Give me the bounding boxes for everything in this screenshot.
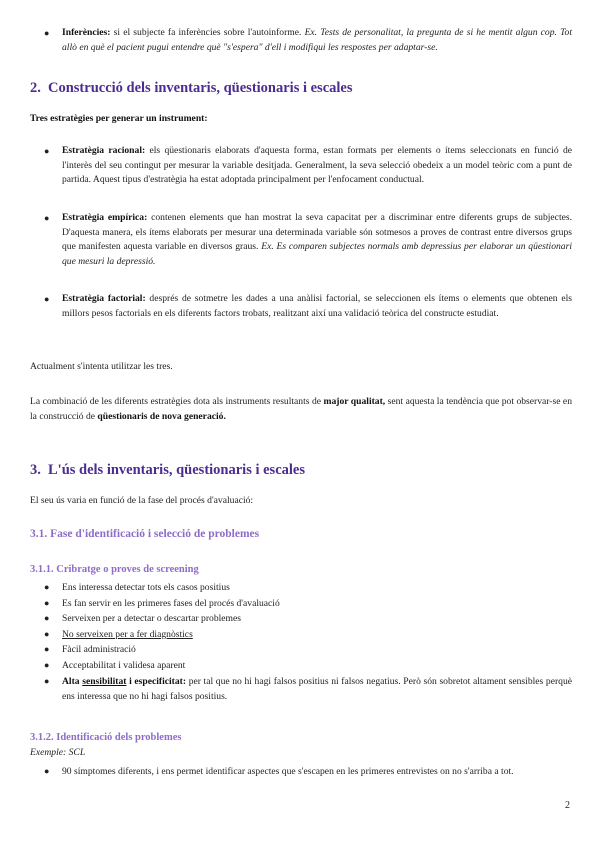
strategy-label: Estratègia empírica: xyxy=(62,212,148,223)
para-bold: qüestionaris de nova generació. xyxy=(97,410,226,422)
strategy-text: contenen elements que han mostrat la seva capacitat per a discriminar entre diferents grups de subjectes. D'aquesta manera, els ítems elaborats per mesurar una determinada variable són sotmesos a proves de contrast entre diversos grups que manifesten aquesta variable en diversos graus. xyxy=(62,212,573,253)
list-item xyxy=(44,674,572,705)
bullet-dot: ● xyxy=(44,294,50,304)
list-item-bold: sensibilitat xyxy=(82,675,127,687)
strategy-text: els qüestionaris elaborats d'aquesta forma, estan formats per elements o ítems seleccionats en funció de l'interès del seu contingut per mesurar la variable desitjada. Generalment, la seva selecció obedeix a un model teòric com a punt de partida. Aquest tipus d'estratègia ha estat adoptada principalment per l'enfocament conductual. xyxy=(62,145,573,186)
list-item-text: Serveixen per a detectar o descartar problemes xyxy=(62,613,241,625)
list-item-text: 90 símptomes diferents, i ens permet identificar aspectes que s'escapen en les primeres entrevistes on no s'arriba a tot. xyxy=(62,766,514,777)
identification-list xyxy=(44,764,572,780)
list-item xyxy=(44,580,572,596)
list-item xyxy=(44,627,572,643)
para-text: La combinació de les diferents estratègies dota als instruments resultants de xyxy=(30,396,324,407)
paragraph-combinacio xyxy=(30,395,572,424)
list-item-text: Es fan servir en les primeres fases del procés d'avaluació xyxy=(62,597,280,609)
bullet-inferencies xyxy=(44,26,572,55)
list-item xyxy=(44,611,572,627)
list-item-text: No serveixen per a fer diagnòstics xyxy=(62,628,193,640)
bullet-dot: ● xyxy=(44,613,50,624)
strategy-label: Estratègia racional: xyxy=(62,145,146,156)
subsection-3-1-heading: 3.1. Fase d'identificació i selecció de problemes xyxy=(30,528,260,540)
list-item-text: per tal que no hi hagi falsos positius ni falsos negatius. Però són sobretot altament sensibles perquè ens interessa que no hi hagi falsos positius. xyxy=(62,675,572,703)
list-item xyxy=(44,642,572,658)
bullet-text: si el subjecte fa inferències sobre l'autoinforme. xyxy=(110,27,305,38)
strategy-text: després de sotmetre les dades a una anàlisi factorial, se seleccionen els ítems o elements que obtenen els millors pesos factorials en els diferents factors trobats, realitzant així una validació teòrica del constructe estudiat. xyxy=(62,293,572,319)
bullet-dot: ● xyxy=(44,597,50,608)
bullet-dot: ● xyxy=(44,659,50,670)
strategy-empirica xyxy=(44,211,573,269)
list-item-text: Acceptabilitat i validesa aparent xyxy=(62,659,186,671)
section-2-heading xyxy=(30,80,353,97)
list-item xyxy=(44,596,572,612)
bullet-dot: ● xyxy=(44,146,50,156)
bullet-label: Inferències: xyxy=(62,27,111,38)
list-item xyxy=(44,764,572,780)
section-3-heading xyxy=(30,462,305,479)
example-scl xyxy=(30,746,572,761)
bullet-dot: ● xyxy=(44,582,50,592)
bullet-dot: ● xyxy=(44,644,50,655)
section-3-title: L'ús dels inventaris, qüestionaris i escales xyxy=(48,462,305,478)
subsection-3-1-2-heading: 3.1.2. Identificació dels problemes xyxy=(30,732,182,743)
list-item-bold: i especificitat: xyxy=(126,675,187,687)
strategy-example: Ex. Es comparen subjectes normals amb depressius per elaborar un qüestionari que mesuri la depressió. xyxy=(62,241,573,267)
subsection-3-1-1-heading: 3.1.1. Cribratge o proves de screening xyxy=(30,564,199,575)
para-bold: major qualitat, xyxy=(323,396,386,407)
strategy-factorial xyxy=(44,292,572,321)
list-item xyxy=(44,658,572,674)
bullet-dot: ● xyxy=(44,28,50,38)
screening-list xyxy=(44,580,572,705)
bullet-dot: ● xyxy=(44,675,50,686)
section-2-number: 2. xyxy=(30,80,41,96)
bullet-dot: ● xyxy=(44,628,50,639)
bullet-example: Ex. Tests de personalitat, la pregunta de si he mentit algun cop. Tot allò en què el pacient pugui entendre què "s'espera" d'ell i modifiqui les respostes per adaptar-se. xyxy=(62,27,572,53)
list-item-text: Fàcil administració xyxy=(62,644,136,656)
strategy-racional xyxy=(44,144,573,188)
page-number: 2 xyxy=(565,800,570,811)
example-text: Exemple: SCL xyxy=(30,747,86,758)
bullet-dot: ● xyxy=(44,766,50,776)
section-2-title: Construcció dels inventaris, qüestionaris i escales xyxy=(48,80,353,96)
list-item-text: Ens interessa detectar tots els casos positius xyxy=(62,582,230,593)
bullet-dot: ● xyxy=(44,213,50,223)
section-3-intro: El seu ús varia en funció de la fase del procés d'avaluació: xyxy=(30,495,254,506)
paragraph-actualment: Actualment s'intenta utilitzar les tres. xyxy=(30,361,173,372)
section-2-subtitle xyxy=(30,112,572,127)
strategy-label: Estratègia factorial: xyxy=(62,293,146,304)
section-3-number: 3. xyxy=(30,462,41,478)
para-text: sent aquesta la tendència que pot observar-se en la construcció de xyxy=(30,396,572,422)
subtitle-text: Tres estratègies per generar un instrument: xyxy=(30,113,208,124)
list-item-bold: Alta xyxy=(62,675,83,687)
